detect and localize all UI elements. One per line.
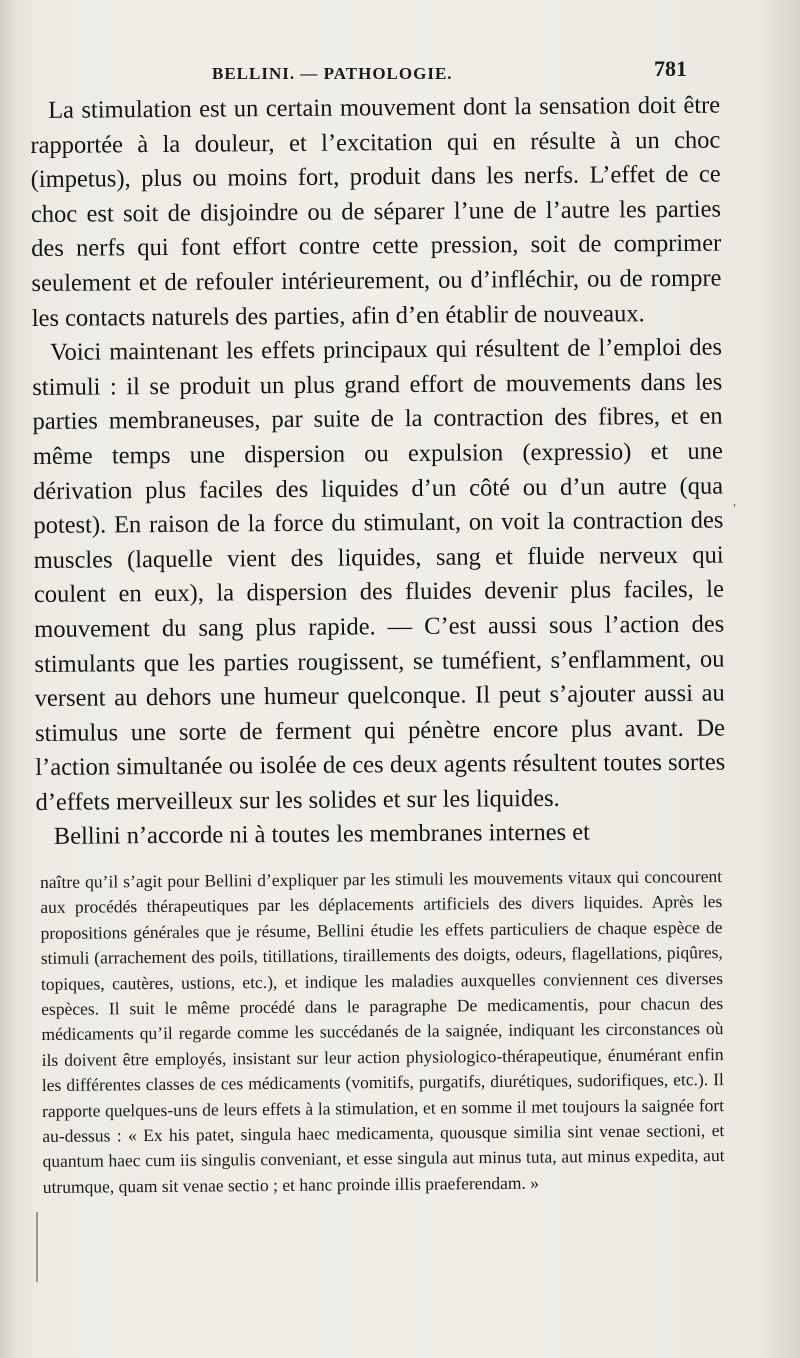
paragraph-stimulation: La stimulation est un certain mouvement dont la sensation doit être rapportée à la douleur, et l’excitation qui en résulte à un choc (impetus), plus ou moins fort, produit dans les nerfs. L’effet de ce choc est soit de disjoindre ou de séparer l’une de l’autre les parties des nerfs qui font effort contre cette pression, soit de comprimer seulement et de refouler intérieurement, ou d’infléchir, ou de rompre les contacts naturels des parties, afin d’en établir de nouveaux. <box>30 91 722 332</box>
main-text <box>30 89 726 855</box>
running-head: BELLINI. — PATHOLOGIE. <box>212 64 453 83</box>
paragraph-bellini: Bellini n’accorde ni à toutes les membranes internes et <box>53 819 591 851</box>
margin-bracket <box>36 1212 38 1282</box>
page-number: 781 <box>654 56 687 81</box>
footnote-text: naître qu’il s’agit pour Bellini d’expliquer par les stimuli les mouvements vitaux qui concourent aux procédés thérapeutiques par les déplacements artificiels des divers liquides. Après les propositions générales que je résume, Bellini étudie les effets particuliers de chaque espèce de stimuli (arrachement des poils, titillations, tiraillements des doigts, odeurs, flagellations, piqûres, topiques, cautères, ustions, etc.), et indique les maladies auxquelles conviennent ces diverses espèces. Il suit le même procédé dans le paragraphe De medicamentis, pour chacun des médicaments qu’il regarde comme les succédanés de la saignée, indiquant les circonstances où ils doivent être employés, insistant sur leur action physiologico-thérapeutique, énumérant enfin les différentes classes de ces médicaments (vomitifs, purgatifs, diurétiques, sudorifiques, etc.). Il rapporte quelques-uns de leurs effets à la stimulation, et en somme il met toujours la saignée fort au-dessus : « Ex his patet, singula haec medicamenta, quousque similia sint venae sectioni, et quantum haec cum iis singulis conveniant, et esse singula aut minus tuta, aut minus expedita, aut utrumque, quam sit venae sectio ; et hanc proinde illis praeferendam. » <box>40 866 725 1197</box>
footnote <box>40 864 725 1200</box>
paragraph-effects: Voici maintenant les effets principaux qui résultent de l’emploi des stimuli : il se produit un plus grand effort de mouvements dans les parties membraneuses, par suite de la contraction des fibres, et en même temps une dispersion ou expulsion (expressio) et une dérivation plus faciles des liquides d’un côté ou d’un autre (qua potest). En raison de la force du stimulant, on voit la contraction des muscles (laquelle vient des liquides, sang et fluide nerveux qui coulent en eux), la dispersion des fluides devenir plus faciles, le mouvement du sang plus rapide. — C’est aussi sous l’action des stimulants que les parties rougissent, se tuméfient, s’enflamment, ou versent au dehors une humeur quelconque. Il peut s’ajouter aussi au stimulus une sorte de ferment qui pénètre encore plus avant. De l’action simultanée ou isolée de ces deux agents résultent toutes sortes d’effets merveilleux sur les solides et sur les liquides. <box>32 333 726 816</box>
page-header <box>0 56 800 90</box>
scan-mark: , <box>733 494 736 508</box>
